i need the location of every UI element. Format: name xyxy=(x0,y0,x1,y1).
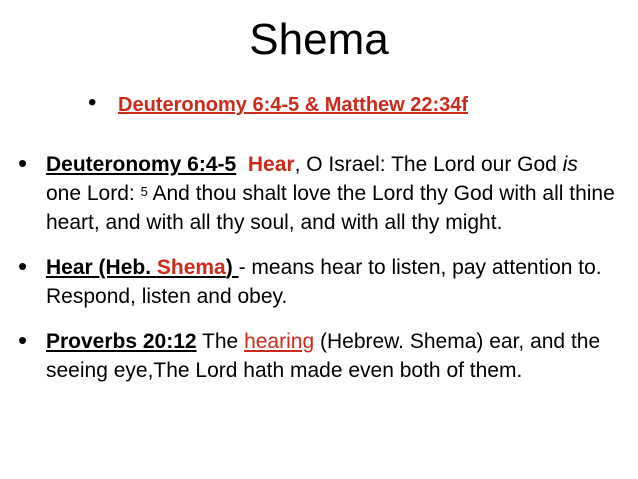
bullet-icon: • xyxy=(18,325,28,355)
verse-text: (Hebrew. Shema) ear, and the seeing eye,The Lord hath made even both of them. xyxy=(46,330,601,382)
verse-text: And thou shalt love the Lord thy God with all thine heart, and with all thy soul, and with all thy might. xyxy=(46,182,615,234)
list-item-deuteronomy xyxy=(18,150,618,237)
verse-text: The xyxy=(196,330,245,353)
spacer xyxy=(236,153,248,176)
verse-text: one Lord: xyxy=(46,182,141,205)
scripture-reference: Deuteronomy 6:4-5 xyxy=(46,153,237,176)
hearing-link[interactable]: hearing xyxy=(244,330,315,353)
slide-title: Shema xyxy=(249,15,389,64)
hebrew-reference xyxy=(46,256,239,279)
list-item-hear xyxy=(18,253,618,311)
bullet-icon: • xyxy=(88,89,97,116)
bullet-icon: • xyxy=(18,148,28,178)
bullet-icon: • xyxy=(18,251,28,281)
keyword-shema: Shema xyxy=(156,256,226,279)
verse-number: 5 xyxy=(140,184,148,199)
bullet-list xyxy=(18,150,618,401)
italic-word: is xyxy=(562,153,578,176)
list-item-proverbs xyxy=(18,327,618,385)
hebrew-ref-suffix: ) xyxy=(225,256,239,279)
keyword-hear: Hear xyxy=(247,153,295,176)
definition-text: - means hear to listen, pay attention to. Respond, listen and obey. xyxy=(46,256,602,308)
hebrew-ref-prefix: Hear (Heb. xyxy=(46,256,157,279)
verse-text: , O Israel: The Lord our God xyxy=(294,153,563,176)
scripture-reference: Proverbs 20:12 xyxy=(46,330,197,353)
subtitle-link[interactable]: Deuteronomy 6:4-5 & Matthew 22:34f xyxy=(118,94,469,116)
